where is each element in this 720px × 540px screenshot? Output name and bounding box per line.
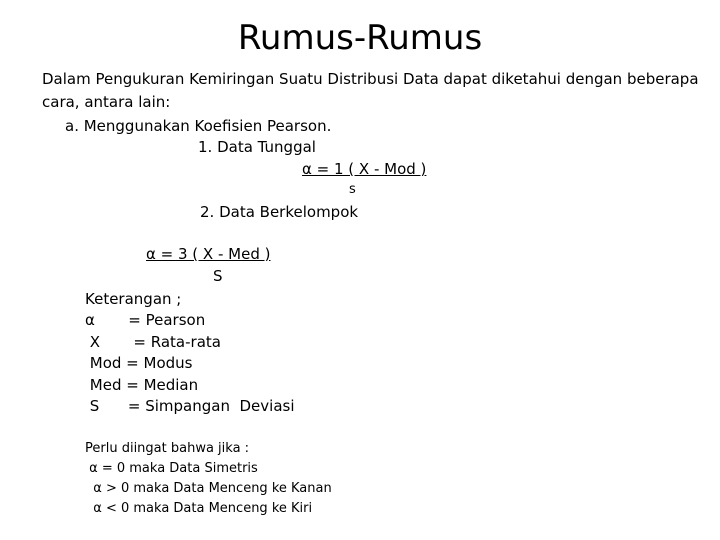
method-a: a. Menggunakan Koefisien Pearson. — [65, 117, 332, 135]
note-item: α < 0 maka Data Menceng ke Kiri — [85, 501, 313, 516]
note-item: α > 0 maka Data Menceng ke Kanan — [85, 481, 332, 496]
formula-1-denominator: s — [349, 182, 356, 197]
subsection-2-title: 2. Data Berkelompok — [200, 203, 359, 221]
formula-2-numerator — [146, 245, 270, 263]
intro-line-1: Dalam Pengukuran Kemiringan Suatu Distribusi Data dapat diketahui dengan beberapa — [42, 70, 699, 88]
legend-item: Mod = Modus — [85, 354, 193, 372]
note-item: α = 0 maka Data Simetris — [85, 461, 258, 476]
legend-item: S = Simpangan Deviasi — [85, 397, 295, 415]
page-title: Rumus-Rumus — [237, 18, 483, 58]
formula-2-denominator: S — [213, 267, 223, 285]
note-heading: Perlu diingat bahwa jika : — [85, 441, 250, 456]
legend-heading: Keterangan ; — [85, 290, 182, 308]
legend-item: α = Pearson — [85, 311, 206, 329]
legend-item: Med = Median — [85, 376, 199, 394]
formula-1-text: α = 1 ( X - Mod ) — [302, 160, 427, 178]
legend-item: X = Rata-rata — [85, 333, 221, 351]
subsection-1-title: 1. Data Tunggal — [198, 138, 316, 156]
intro-line-2: cara, antara lain: — [42, 93, 171, 111]
formula-2-text: α = 3 ( X - Med ) — [146, 245, 271, 263]
formula-1-numerator — [302, 160, 426, 178]
